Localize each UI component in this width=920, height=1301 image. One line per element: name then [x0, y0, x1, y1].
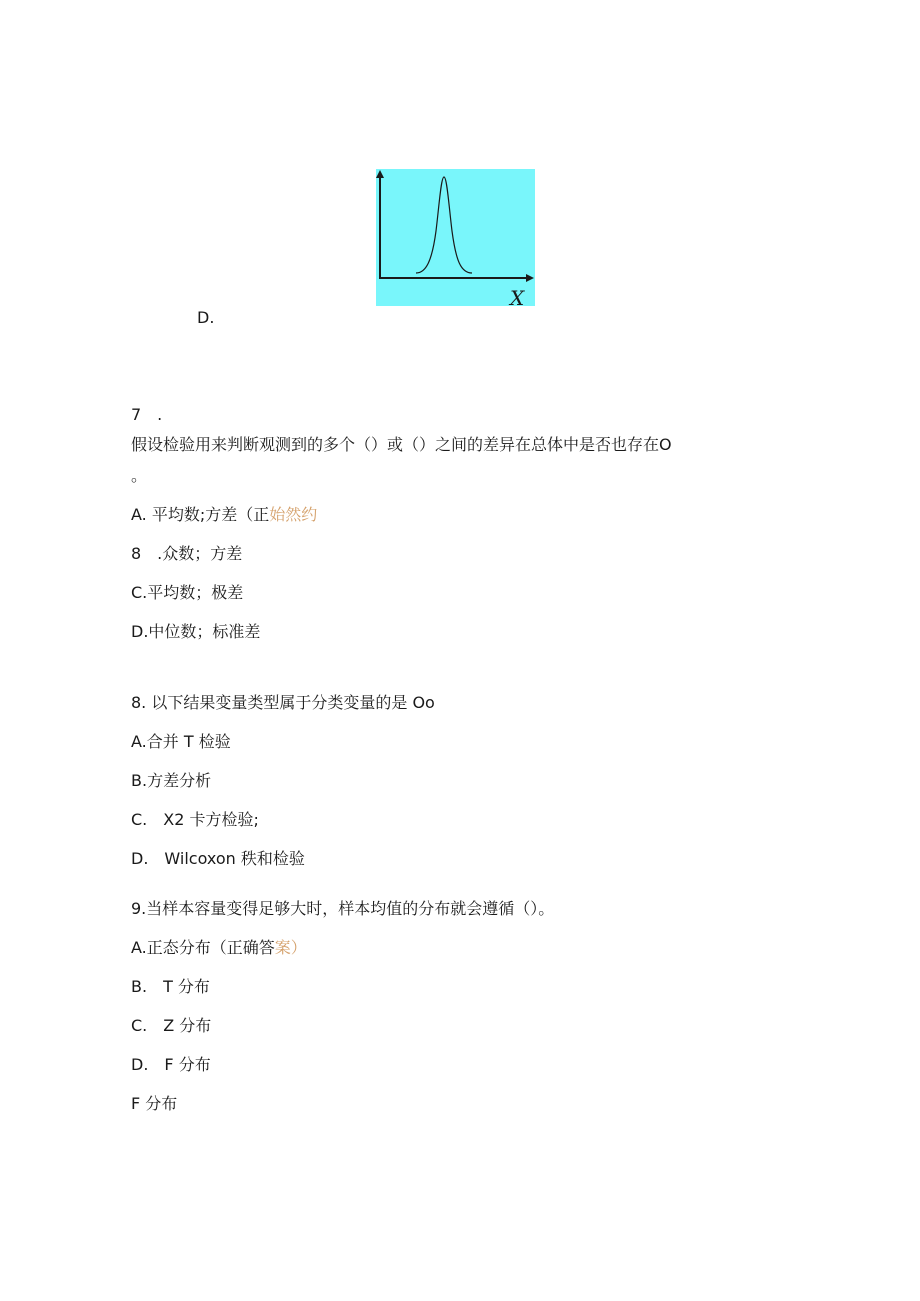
q7-option-a-text: A. 平均数;方差（正 [131, 505, 270, 524]
q7-option-d: D.中位数；标准差 [131, 622, 261, 641]
q9-option-c: C. Z 分布 [131, 1016, 212, 1035]
q9-text: 9.当样本容量变得足够大时，样本均值的分布就会遵循（）。 [131, 899, 555, 918]
option-d-label: D. [197, 308, 215, 327]
q9-option-d: D. F 分布 [131, 1055, 211, 1074]
q9-trailing-text: F 分布 [131, 1094, 178, 1113]
q7-number: 7 . [131, 405, 163, 424]
q8-option-a: A.合并 T 检验 [131, 732, 231, 751]
q9-option-a [131, 938, 307, 958]
q8-option-b: B.方差分析 [131, 771, 212, 790]
x-axis-label: X [510, 286, 525, 306]
q7-option-b: 8 .众数；方差 [131, 544, 243, 563]
q7-text-end: 。 [131, 466, 148, 485]
y-axis-arrow [376, 170, 384, 178]
q8-option-d: D. Wilcoxon 秩和检验 [131, 849, 305, 868]
q9-option-b: B. T 分布 [131, 977, 210, 996]
q9-option-a-accent: 案） [274, 938, 307, 957]
q8-option-c: C. X2 卡方检验; [131, 810, 259, 829]
q7-option-a-accent: 始然约 [269, 505, 318, 524]
bell-curve [416, 177, 472, 273]
distribution-chart [376, 169, 535, 306]
q7-text: 假设检验用来判断观测到的多个（）或（）之间的差异在总体中是否也存在O [131, 435, 672, 454]
normal-distribution-figure [376, 169, 535, 306]
q9-option-a-text: A.正态分布（正确答 [131, 938, 275, 957]
q7-option-a [131, 505, 317, 525]
q8-text: 8. 以下结果变量类型属于分类变量的是 Oo [131, 693, 435, 712]
x-axis-arrow [526, 274, 534, 282]
q7-option-c: C.平均数；极差 [131, 583, 244, 602]
